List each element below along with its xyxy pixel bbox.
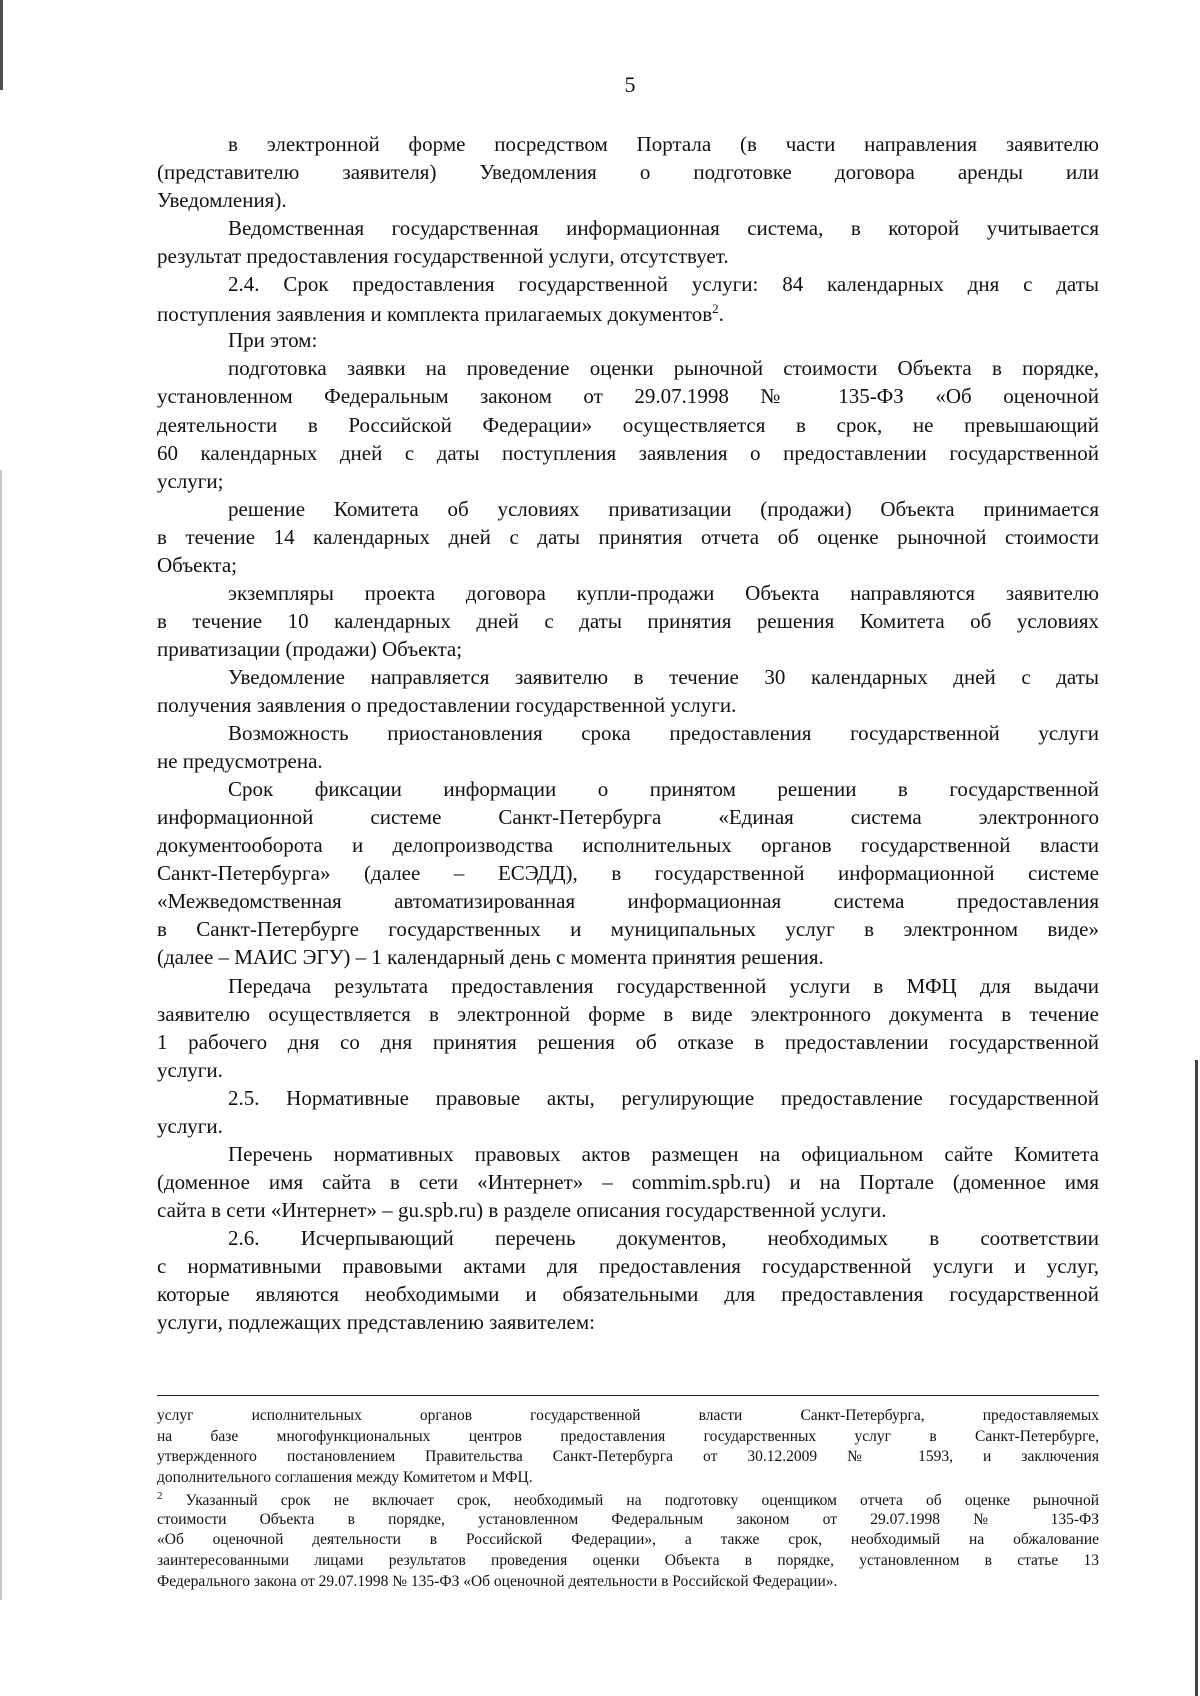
body-line: Уведомление направляется заявителю в течение 30 календарных дней с даты	[228, 664, 1099, 689]
body-line: «Межведомственная автоматизированная информационная система предоставления	[157, 889, 1099, 914]
body-line: услуги, подлежащих представлению заявителем:	[157, 1310, 596, 1335]
footnote-line: дополнительного соглашения между Комитетом и МФЦ.	[157, 1469, 533, 1487]
footnote-line: услуг исполнительных органов государственной власти Санкт-Петербурга, предоставляемых	[157, 1407, 1099, 1424]
body-line: сайта в сети «Интернет» – gu.spb.ru) в разделе описания государственной услуги.	[157, 1197, 887, 1222]
body-line: в течение 10 календарных дней с даты принятия решения Комитета об условиях	[157, 608, 1099, 633]
body-line: (представителю заявителя) Уведомления о подготовке договора аренды или	[157, 160, 1099, 185]
body-line: деятельности в Российской Федерации» осуществляется в срок, не превышающий	[157, 412, 1099, 437]
body-line: услуги.	[157, 1057, 223, 1082]
footnote-line: $^2$ Указанный срок не включает срок, необходимый на подготовку оценщиком отчета об оценке рыночной	[157, 1489, 1099, 1509]
body-line: поступления заявления и комплекта прилагаемых документов$^2$.	[157, 301, 724, 327]
body-line: Срок фиксации информации о принятом решении в государственной	[228, 777, 1099, 802]
body-line: с нормативными правовыми актами для предоставления государственной услуги и услуг,	[157, 1254, 1099, 1278]
footnote-line: «Об оценочной деятельности в Российской Федерации», а также срок, необходимый на обжалование	[157, 1531, 1099, 1549]
body-line: Объекта;	[157, 552, 238, 577]
body-line: установленном Федеральным законом от 29.07.1998 № 135-ФЗ «Об оценочной	[157, 384, 1099, 409]
body-line: услуги;	[157, 468, 224, 493]
body-line: Санкт-Петербурга» (далее – ЕСЭДД), в государственной информационной системе	[157, 861, 1099, 886]
footnote-line: стоимости Объекта в порядке, установленном Федеральным законом от 29.07.1998 № 135-ФЗ	[157, 1510, 1099, 1528]
body-line: в течение 14 календарных дней с даты принятия отчета об оценке рыночной стоимости	[157, 524, 1099, 549]
page-number: 5	[624, 72, 636, 97]
scan-edge-left-lower	[0, 470, 2, 1600]
body-line: решение Комитета об условиях приватизации (продажи) Объекта принимается	[228, 496, 1099, 521]
footnote-mark: 2	[157, 1489, 163, 1502]
body-line: получения заявления о предоставлении государственной услуги.	[157, 693, 737, 717]
body-line: 2.5. Нормативные правовые акты, регулирующие предоставление государственной	[228, 1085, 1099, 1110]
body-line: Возможность приостановления срока предоставления государственной услуги	[228, 721, 1099, 746]
body-line: не предусмотрена.	[157, 749, 323, 774]
body-line: (доменное имя сайта в сети «Интернет» – commim.spb.ru) и на Портале (доменное имя	[157, 1169, 1099, 1194]
body-line: в Санкт-Петербурге государственных и муниципальных услуг в электронном виде»	[157, 917, 1099, 942]
footnote-line: Федерального закона от 29.07.1998 № 135-ФЗ «Об оценочной деятельности в Российской Федерации».	[157, 1572, 838, 1590]
body-line: 2.6. Исчерпывающий перечень документов, необходимых в соответствии	[228, 1225, 1099, 1250]
body-line: приватизации (продажи) Объекта;	[157, 636, 463, 661]
scan-edge-left	[0, 0, 3, 90]
body-line: (далее – МАИС ЭГУ) – 1 календарный день с момента принятия решения.	[157, 945, 824, 970]
body-line: услуги.	[157, 1113, 223, 1138]
body-line: Уведомления).	[157, 188, 287, 213]
body-line: информационной системе Санкт-Петербурга «Единая система электронного	[157, 805, 1099, 830]
body-line: в электронной форме посредством Портала (в части направления заявителю	[228, 132, 1099, 156]
body-line: Ведомственная государственная информационная система, в которой учитывается	[228, 216, 1099, 241]
body-line: Перечень нормативных правовых актов размещен на официальном сайте Комитета	[228, 1141, 1099, 1166]
footnote-line: на базе многофункциональных центров предоставления государственных услуг в Санкт-Петербурге,	[157, 1427, 1099, 1445]
footnote-line: заинтересованными лицами результатов проведения оценки Объекта в порядке, установленном в статье 13	[157, 1551, 1099, 1569]
body-line: которые являются необходимыми и обязательными для предоставления государственной	[157, 1282, 1099, 1307]
footnote-rule	[157, 1395, 1099, 1396]
body-line: результат предоставления государственной услуги, отсутствует.	[157, 244, 729, 269]
body-line: Передача результата предоставления государственной услуги в МФЦ для выдачи	[228, 973, 1099, 998]
scan-edge-right	[1195, 1060, 1198, 1696]
body-line: При этом:	[228, 328, 318, 353]
body-line: 1 рабочего дня со дня принятия решения об отказе в предоставлении государственной	[157, 1029, 1099, 1054]
body-line: 60 календарных дней с даты поступления заявления о предоставлении государственной	[157, 440, 1099, 465]
body-line: экземпляры проекта договора купли-продажи Объекта направляются заявителю	[228, 580, 1099, 605]
body-line: 2.4. Срок предоставления государственной услуги: 84 календарных дня с даты	[228, 272, 1099, 297]
footnote-ref: 2	[712, 301, 719, 317]
body-line: документооборота и делопроизводства исполнительных органов государственной власти	[157, 833, 1099, 858]
body-line: подготовка заявки на проведение оценки рыночной стоимости Объекта в порядке,	[228, 356, 1099, 381]
footnote-line: утвержденного постановлением Правительства Санкт-Петербурга от 30.12.2009 № 1593, и заключения	[157, 1448, 1099, 1466]
body-line: заявителю осуществляется в электронной форме в виде электронного документа в течение	[157, 1001, 1099, 1026]
